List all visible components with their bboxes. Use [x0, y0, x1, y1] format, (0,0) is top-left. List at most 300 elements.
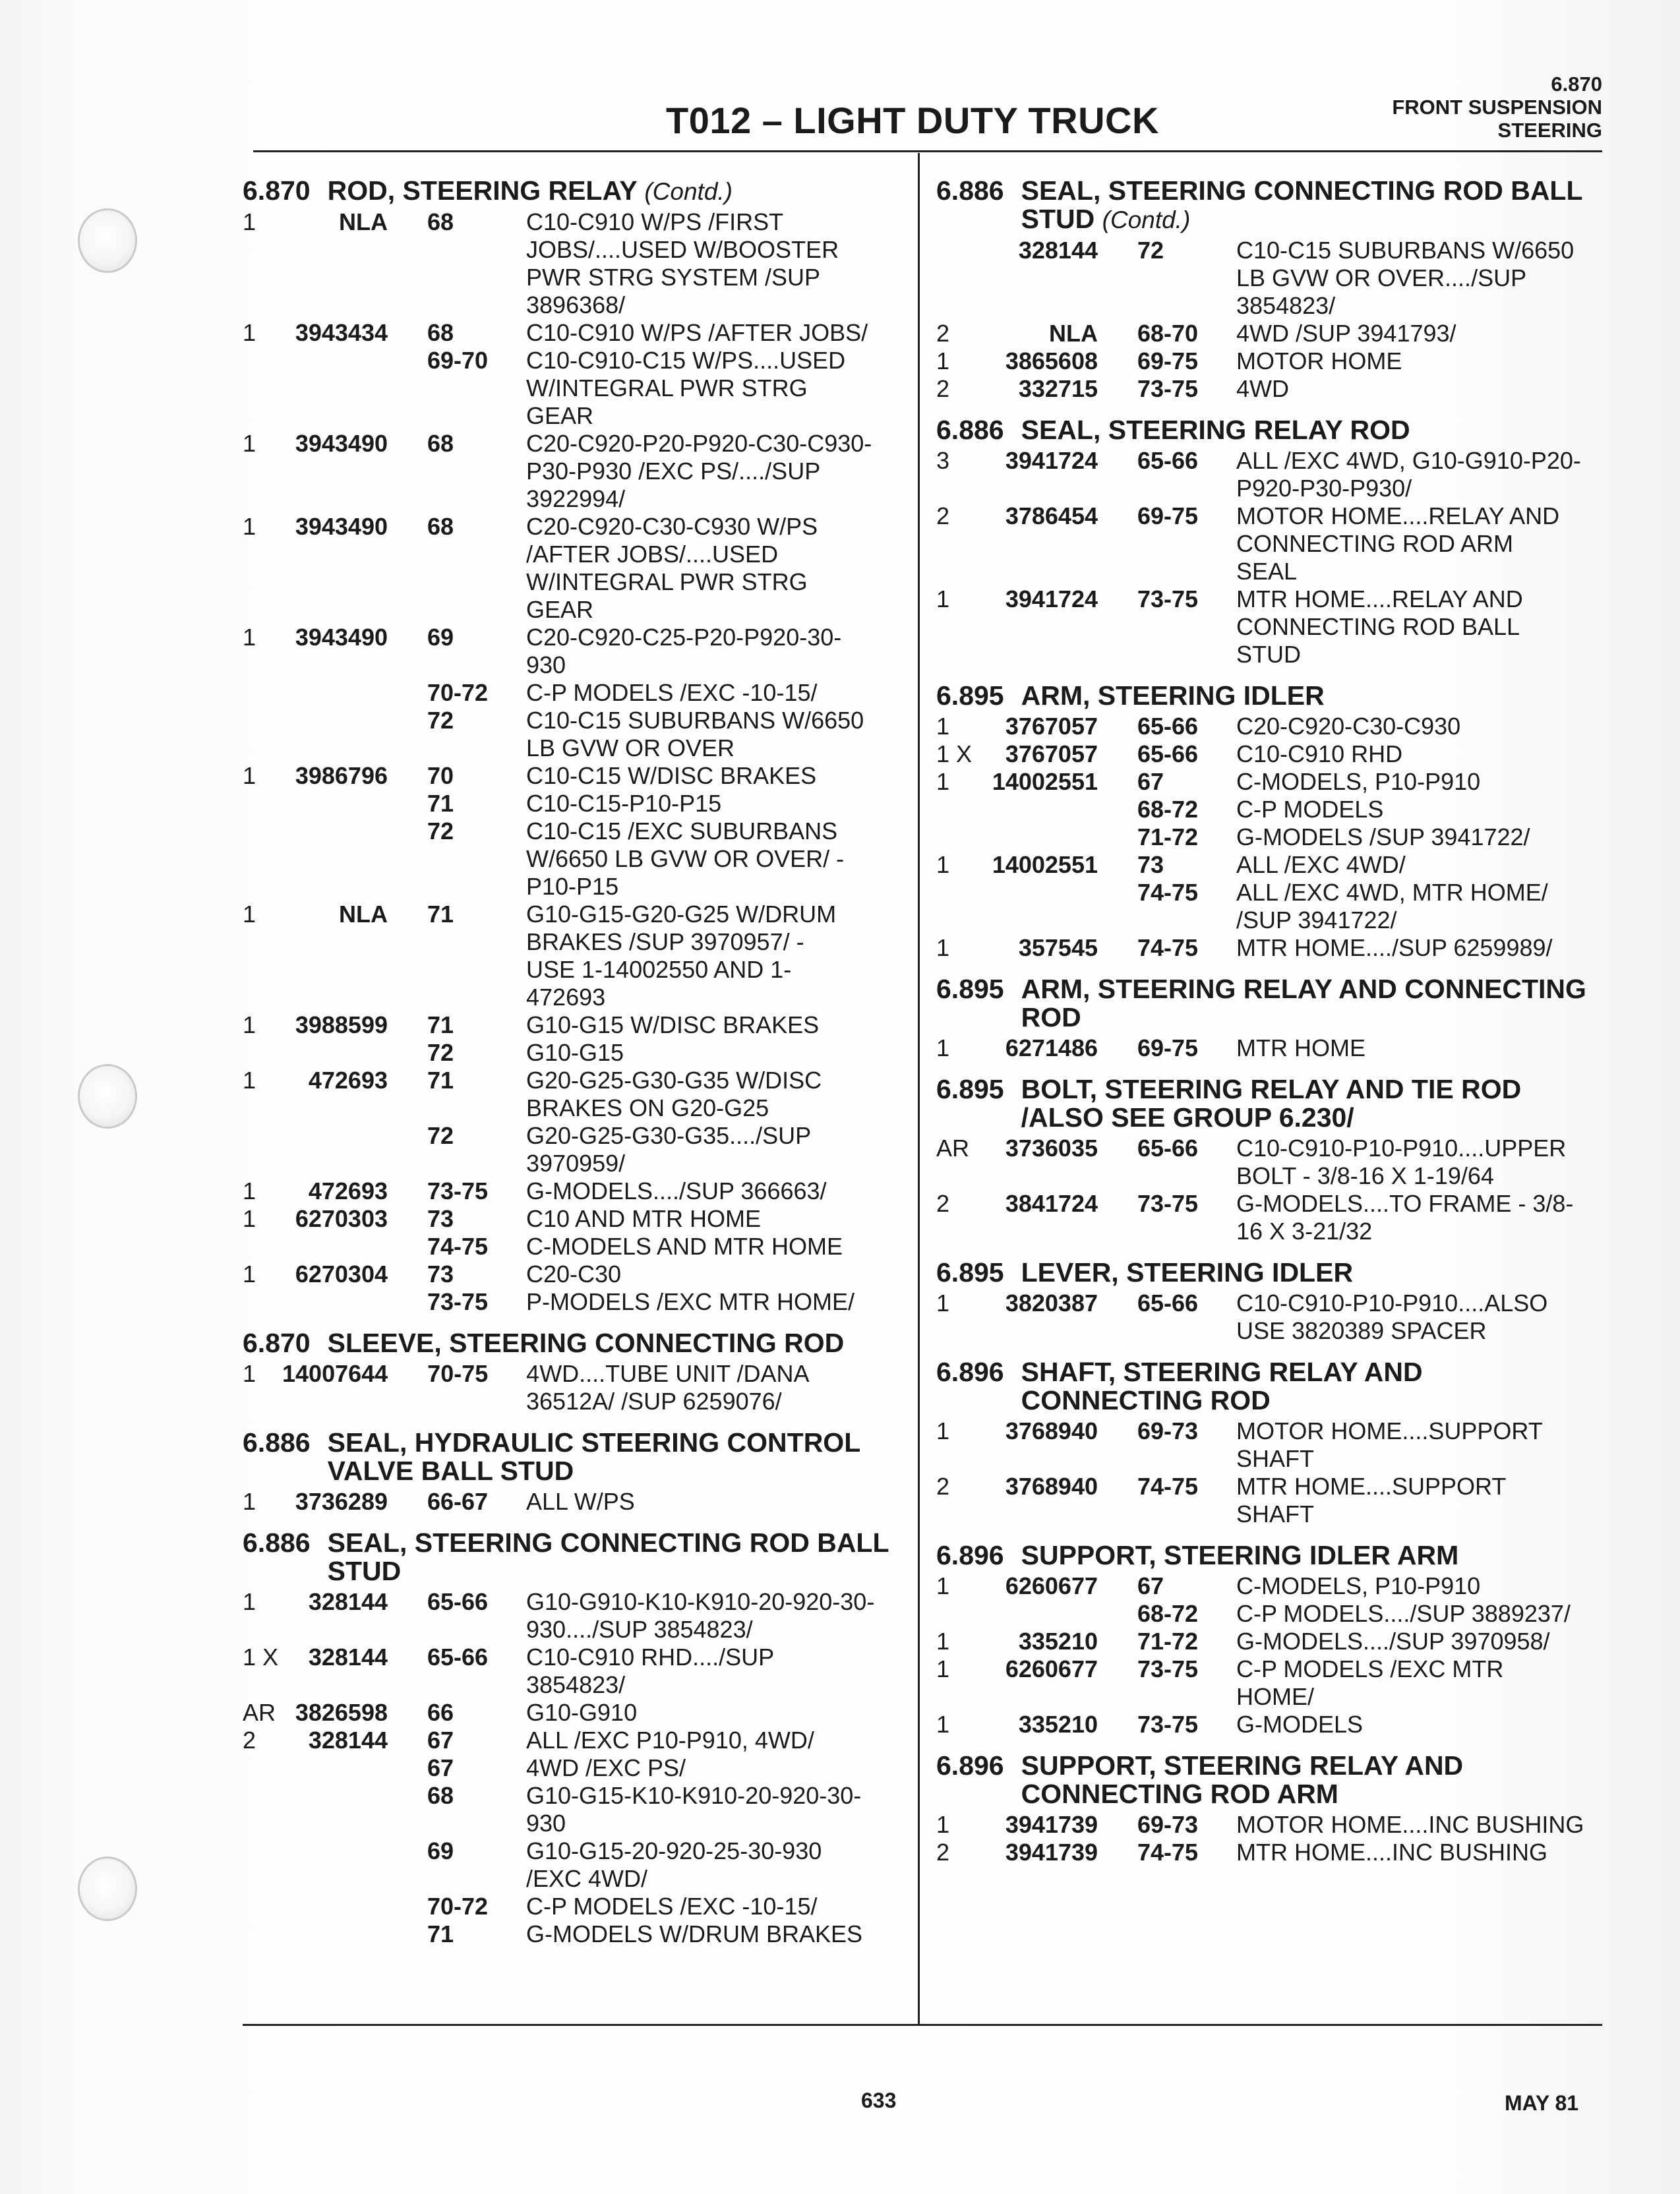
part-number-cell	[282, 458, 388, 485]
part-number-cell: 14002551	[992, 768, 1098, 795]
parts-row	[243, 430, 909, 458]
description-cell: C20-C920-C30-C930 W/PS	[526, 513, 818, 540]
quantity-cell	[243, 707, 282, 734]
model-year-cell: 71	[427, 790, 454, 817]
quantity-cell: 1	[243, 1205, 256, 1232]
part-number-cell	[976, 558, 1098, 585]
description-cell: C-P MODELS..../SUP 3889237/	[1236, 1600, 1571, 1627]
part-number-cell	[282, 374, 388, 402]
model-year-cell	[388, 374, 526, 402]
description-cell: G-MODELS..../SUP 3970958/	[1236, 1628, 1550, 1655]
quantity-cell: 1	[243, 1177, 256, 1204]
quantity-cell: 1 X	[936, 740, 973, 767]
quantity-cell	[243, 1837, 282, 1865]
description-cell: CONNECTING ROD BALL	[1236, 613, 1520, 640]
description-cell: GEAR	[526, 596, 594, 623]
quantity-cell	[243, 873, 282, 901]
part-number-cell: 3841724	[1005, 1190, 1098, 1217]
parts-row	[936, 613, 1609, 641]
part-number-cell	[282, 1616, 388, 1644]
quantity-cell	[243, 1865, 282, 1893]
description-cell: 3922994/	[526, 485, 626, 512]
section-code: 6.870	[243, 175, 311, 206]
parts-row	[936, 1290, 1609, 1317]
quantity-cell: 1	[243, 624, 256, 651]
description-cell: ALL /EXC 4WD/	[1236, 851, 1406, 878]
part-number-cell	[282, 651, 388, 679]
quantity-cell: 1 X	[243, 1644, 279, 1671]
section-heading	[936, 1541, 1609, 1570]
model-year-cell	[388, 596, 526, 624]
description-cell: 472693	[526, 984, 606, 1011]
binder-hole-bottom	[78, 1856, 137, 1921]
parts-row	[936, 906, 1609, 934]
description-cell: JOBS/....USED W/BOOSTER	[526, 236, 839, 263]
parts-row	[243, 1588, 909, 1616]
parts-row	[936, 1711, 1609, 1738]
part-number-cell	[282, 1754, 388, 1782]
parts-row	[243, 928, 909, 956]
parts-row	[243, 1233, 909, 1260]
description-cell: MOTOR HOME....SUPPORT	[1236, 1417, 1543, 1444]
description-cell: 930	[526, 1810, 566, 1837]
model-year-cell	[1098, 475, 1236, 502]
parts-row	[243, 1754, 909, 1782]
quantity-cell	[936, 879, 976, 906]
quantity-cell: 1	[936, 768, 950, 795]
part-number-cell	[976, 1445, 1098, 1473]
model-year-cell: 65-66	[1137, 1290, 1199, 1317]
description-cell: BOLT - 3/8-16 X 1-19/64	[1236, 1162, 1494, 1189]
parts-row	[936, 1655, 1609, 1683]
part-number-cell	[976, 641, 1098, 668]
part-number-cell	[976, 1500, 1098, 1528]
description-cell: C10-C15-P10-P15	[526, 790, 722, 817]
quantity-cell: 1	[936, 585, 950, 612]
section-title-text: SEAL, STEERING RELAY ROD	[1021, 415, 1410, 445]
quantity-cell: 1	[243, 1360, 256, 1387]
part-number-cell: 3943490	[295, 624, 388, 651]
model-year-cell: 70-72	[427, 679, 489, 706]
part-number-cell: 328144	[308, 1588, 388, 1615]
quantity-cell: 1	[936, 1655, 950, 1682]
quantity-cell	[936, 796, 976, 823]
section-title	[1021, 177, 1609, 234]
parts-section	[243, 1529, 909, 1948]
part-number-cell	[976, 264, 1098, 292]
parts-row	[243, 374, 909, 402]
model-year-cell: 74-75	[1137, 1839, 1199, 1866]
section-code: 6.886	[243, 1527, 311, 1558]
description-cell: G-MODELS....TO FRAME - 3/8-	[1236, 1190, 1574, 1217]
model-year-cell	[388, 264, 526, 291]
part-number-cell: 14007644	[282, 1360, 388, 1387]
description-cell: /SUP 3941722/	[1236, 906, 1397, 934]
model-year-cell: 70-72	[427, 1893, 489, 1920]
part-number-cell	[282, 956, 388, 984]
parts-row	[936, 347, 1609, 375]
part-number-cell: 332715	[1018, 375, 1098, 402]
parts-row	[243, 1067, 909, 1094]
parts-row	[936, 740, 1609, 768]
parts-row	[936, 713, 1609, 740]
part-number-cell: 357545	[1018, 934, 1098, 961]
parts-row	[243, 568, 909, 596]
quantity-cell: 3	[936, 447, 950, 474]
section-code: 6.895	[936, 680, 1004, 711]
model-year-cell: 68	[427, 208, 454, 235]
description-cell: C20-C920-C30-C930	[1236, 713, 1461, 740]
parts-row	[243, 707, 909, 734]
description-cell: C10 AND MTR HOME	[526, 1205, 762, 1232]
quantity-cell	[243, 458, 282, 485]
section-title	[1021, 1075, 1609, 1132]
model-year-cell: 67	[1137, 1572, 1164, 1599]
quantity-cell	[243, 984, 282, 1011]
quantity-cell: 1	[243, 208, 256, 235]
description-cell: 3854823/	[526, 1671, 626, 1698]
quantity-cell	[936, 237, 976, 264]
part-number-cell: 472693	[308, 1067, 388, 1094]
model-year-cell	[388, 485, 526, 513]
quantity-cell	[243, 790, 282, 817]
quantity-cell	[243, 1810, 282, 1837]
binder-hole-middle	[78, 1064, 137, 1129]
model-year-cell: 65-66	[1137, 1135, 1199, 1162]
model-year-cell: 71	[427, 1067, 454, 1094]
section-code: 6.886	[936, 175, 1004, 206]
part-number-cell	[282, 707, 388, 734]
parts-row	[243, 291, 909, 319]
quantity-cell: 2	[936, 1473, 950, 1500]
description-cell: C-P MODELS /EXC -10-15/	[526, 679, 818, 706]
quantity-cell	[936, 1218, 976, 1245]
model-year-cell: 67	[427, 1754, 454, 1781]
model-year-cell: 72	[1137, 237, 1164, 264]
section-heading	[243, 1429, 909, 1485]
model-year-cell: 70	[427, 762, 454, 789]
section-heading	[936, 1358, 1609, 1415]
parts-row	[936, 375, 1609, 403]
parts-row	[936, 879, 1609, 906]
description-cell: ALL W/PS	[526, 1488, 635, 1515]
quantity-cell	[243, 596, 282, 624]
model-year-cell: 69	[427, 624, 454, 651]
parts-row	[243, 1094, 909, 1122]
quantity-cell: 2	[936, 502, 950, 529]
section-title	[1021, 1358, 1609, 1415]
model-year-cell	[1098, 1317, 1236, 1345]
parts-section	[936, 177, 1609, 403]
section-heading	[936, 682, 1609, 710]
section-title-text: SLEEVE, STEERING CONNECTING ROD	[327, 1328, 845, 1358]
parts-row	[243, 347, 909, 374]
quantity-cell	[936, 1445, 976, 1473]
parts-row	[243, 873, 909, 901]
description-cell: C10-C910 RHD..../SUP	[526, 1644, 775, 1671]
model-year-cell: 69-75	[1137, 347, 1199, 374]
parts-section	[936, 1259, 1609, 1345]
description-cell: PWR STRG SYSTEM /SUP	[526, 264, 821, 291]
section-title-text: SEAL, HYDRAULIC STEERING CONTROL VALVE BALL STUD	[327, 1427, 860, 1486]
parts-row	[243, 208, 909, 236]
description-cell: C10-C910-C15 W/PS....USED	[526, 347, 846, 374]
quantity-cell	[936, 264, 976, 292]
model-year-cell: 73-75	[1137, 375, 1199, 402]
model-year-cell	[1098, 641, 1236, 668]
section-group: FRONT SUSPENSION	[1392, 96, 1602, 119]
description-cell: BRAKES ON G20-G25	[526, 1094, 769, 1121]
section-note: (Contd.)	[1102, 206, 1191, 233]
quantity-cell: AR	[936, 1135, 970, 1162]
model-year-cell	[388, 402, 526, 430]
model-year-cell	[1098, 1162, 1236, 1190]
parts-row	[243, 596, 909, 624]
quantity-cell	[936, 1162, 976, 1190]
quantity-cell	[243, 651, 282, 679]
quantity-cell: 1	[936, 1711, 950, 1738]
section-code: 6.896	[936, 1750, 1004, 1781]
description-cell: C10-C15 W/DISC BRAKES	[526, 762, 817, 789]
description-cell: 930	[526, 651, 566, 678]
model-year-cell: 69-75	[1137, 502, 1199, 529]
quantity-cell	[243, 956, 282, 984]
quantity-cell	[243, 347, 282, 374]
model-year-cell: 67	[427, 1727, 454, 1754]
description-cell: G10-G910-K10-K910-20-920-30-	[526, 1588, 875, 1615]
part-number-cell	[282, 1039, 388, 1067]
part-number-cell	[282, 790, 388, 817]
parts-row	[936, 1600, 1609, 1628]
description-cell: W/6650 LB GVW OR OVER/ -	[526, 845, 845, 872]
quantity-cell	[243, 291, 282, 319]
description-cell: C10-C910-P10-P910....UPPER	[1236, 1135, 1567, 1162]
parts-row	[243, 845, 909, 873]
description-cell: C-P MODELS	[1236, 796, 1384, 823]
section-title	[1021, 416, 1609, 444]
part-number-cell	[282, 1837, 388, 1865]
part-number-cell: 335210	[1018, 1711, 1098, 1738]
parts-section	[936, 416, 1609, 668]
parts-row	[243, 984, 909, 1011]
part-number-cell: NLA	[339, 901, 388, 928]
quantity-cell	[243, 817, 282, 845]
quantity-cell	[243, 1782, 282, 1810]
part-number-cell	[976, 879, 1098, 906]
binder-hole-top	[78, 208, 137, 273]
quantity-cell	[936, 1317, 976, 1345]
part-number-cell: 3865608	[1005, 347, 1098, 374]
quantity-cell: 1	[243, 1260, 256, 1288]
description-cell: G10-G15 W/DISC BRAKES	[526, 1011, 820, 1038]
model-year-cell: 69	[427, 1837, 454, 1864]
quantity-cell: 2	[936, 1839, 950, 1866]
quantity-cell: 1	[243, 1067, 256, 1094]
parts-row	[243, 790, 909, 817]
description-cell: C-MODELS AND MTR HOME	[526, 1233, 843, 1260]
part-number-cell	[976, 613, 1098, 641]
quantity-cell: 1	[936, 1417, 950, 1444]
description-cell: MOTOR HOME....INC BUSHING	[1236, 1811, 1584, 1838]
header-rule	[253, 150, 1602, 152]
model-year-cell: 72	[427, 1039, 454, 1066]
description-cell: SEAL	[1236, 558, 1298, 585]
quantity-cell	[243, 1122, 282, 1150]
parts-row	[243, 485, 909, 513]
parts-row	[936, 823, 1609, 851]
parts-section	[936, 1541, 1609, 1738]
parts-row	[243, 1388, 909, 1415]
quantity-cell: 1	[936, 1290, 950, 1317]
quantity-cell	[936, 530, 976, 558]
part-number-cell	[976, 1600, 1098, 1628]
quantity-cell	[936, 292, 976, 320]
parts-row	[936, 502, 1609, 530]
parts-row	[936, 1317, 1609, 1345]
parts-row	[936, 1572, 1609, 1600]
parts-row	[243, 1837, 909, 1865]
parts-row	[243, 1699, 909, 1727]
quantity-cell: 1	[243, 901, 256, 928]
parts-row	[243, 817, 909, 845]
parts-row	[936, 768, 1609, 796]
parts-row	[936, 558, 1609, 585]
section-title	[1021, 1259, 1609, 1287]
model-year-cell: 73	[427, 1205, 454, 1232]
section-heading	[936, 1259, 1609, 1287]
parts-row	[936, 851, 1609, 879]
model-year-cell	[388, 734, 526, 762]
model-year-cell: 72	[427, 1122, 454, 1149]
description-cell: BRAKES /SUP 3970957/ -	[526, 928, 804, 955]
model-year-cell: 66-67	[427, 1488, 489, 1515]
model-year-cell: 71	[427, 1920, 454, 1947]
quantity-cell: 2	[936, 320, 950, 347]
description-cell: 36512A/ /SUP 6259076/	[526, 1388, 782, 1415]
parts-section	[936, 682, 1609, 962]
part-number-cell: 3986796	[295, 762, 388, 789]
model-year-cell: 65-66	[1137, 447, 1199, 474]
description-cell: SHAFT	[1236, 1500, 1315, 1527]
parts-row	[936, 447, 1609, 475]
description-cell: LB GVW OR OVER..../SUP	[1236, 264, 1527, 291]
quantity-cell	[936, 1600, 976, 1628]
model-year-cell: 68	[427, 430, 454, 457]
section-heading	[936, 416, 1609, 444]
model-year-cell	[388, 651, 526, 679]
model-year-cell	[388, 541, 526, 568]
parts-row	[243, 624, 909, 651]
description-cell: C20-C920-C25-P20-P920-30-	[526, 624, 842, 651]
section-code: 6.895	[936, 974, 1004, 1004]
parts-row	[243, 402, 909, 430]
parts-row	[936, 530, 1609, 558]
parts-section	[936, 1358, 1609, 1528]
parts-row	[936, 1839, 1609, 1866]
model-year-cell: 72	[427, 707, 454, 734]
model-year-cell	[1098, 906, 1236, 934]
section-heading	[243, 1529, 909, 1586]
model-year-cell: 65-66	[1137, 713, 1199, 740]
section-title-text: SEAL, STEERING CONNECTING ROD BALL STUD	[1021, 175, 1582, 234]
model-year-cell	[1098, 1500, 1236, 1528]
section-heading	[936, 975, 1609, 1032]
section-code: 6.895	[936, 1257, 1004, 1288]
parts-row	[243, 1177, 909, 1205]
description-cell: MTR HOME	[1236, 1034, 1365, 1061]
description-cell: C20-C920-P20-P920-C30-C930-	[526, 430, 872, 457]
section-code: 6.896	[936, 1357, 1004, 1387]
parts-row	[243, 1150, 909, 1177]
parts-row	[243, 458, 909, 485]
model-year-cell: 68-70	[1137, 320, 1199, 347]
parts-row	[936, 1034, 1609, 1062]
part-number-cell	[976, 1683, 1098, 1711]
parts-row	[936, 237, 1609, 264]
model-year-cell	[388, 291, 526, 319]
quantity-cell: 1	[936, 1811, 950, 1838]
parts-row	[243, 1205, 909, 1233]
section-title	[328, 1529, 909, 1586]
description-cell: 4WD /EXC PS/	[526, 1754, 686, 1781]
section-title-text: BOLT, STEERING RELAY AND TIE ROD /ALSO SEE GROUP 6.230/	[1021, 1074, 1522, 1133]
part-number-cell: 3736289	[295, 1488, 388, 1515]
page-title: T012 – LIGHT DUTY TRUCK	[666, 100, 1159, 141]
description-cell: MTR HOME....SUPPORT	[1236, 1473, 1507, 1500]
parts-row	[936, 585, 1609, 613]
part-number-cell	[282, 347, 388, 374]
model-year-cell	[388, 956, 526, 984]
footer-rule	[243, 2024, 1602, 2026]
model-year-cell: 73	[1137, 851, 1164, 878]
parts-row	[936, 1190, 1609, 1218]
parts-row	[936, 1473, 1609, 1500]
description-cell: C-MODELS, P10-P910	[1236, 768, 1481, 795]
quantity-cell: 1	[936, 1572, 950, 1599]
description-cell: G10-G15-G20-G25 W/DRUM	[526, 901, 837, 928]
quantity-cell	[243, 734, 282, 762]
section-note: (Contd.)	[644, 178, 733, 205]
model-year-cell: 69-73	[1137, 1811, 1199, 1838]
quantity-cell: 1	[243, 1588, 256, 1615]
model-year-cell: 68	[427, 513, 454, 540]
description-cell: 16 X 3-21/32	[1236, 1218, 1373, 1245]
part-number-cell	[282, 1233, 388, 1260]
parts-row	[936, 1811, 1609, 1839]
section-reference	[1392, 73, 1602, 142]
section-title	[328, 1329, 909, 1357]
parts-row	[936, 1218, 1609, 1245]
parts-row	[243, 1260, 909, 1288]
parts-row	[243, 762, 909, 790]
parts-row	[936, 1500, 1609, 1528]
part-number-cell: 6270303	[295, 1205, 388, 1232]
parts-row	[936, 1628, 1609, 1655]
model-year-cell: 73-75	[1137, 1711, 1199, 1738]
parts-row	[243, 1671, 909, 1699]
part-number-cell	[976, 1162, 1098, 1190]
part-number-cell	[976, 292, 1098, 320]
parts-row	[243, 1288, 909, 1316]
description-cell: USE 3820389 SPACER	[1236, 1317, 1487, 1344]
description-cell: SHAFT	[1236, 1445, 1315, 1472]
part-number-cell: 3941724	[1005, 447, 1098, 474]
quantity-cell	[243, 928, 282, 956]
description-cell: /EXC 4WD/	[526, 1865, 648, 1892]
section-subgroup: STEERING	[1497, 119, 1602, 142]
part-number-cell: 3826598	[295, 1699, 388, 1726]
description-cell: G20-G25-G30-G35..../SUP	[526, 1122, 812, 1149]
